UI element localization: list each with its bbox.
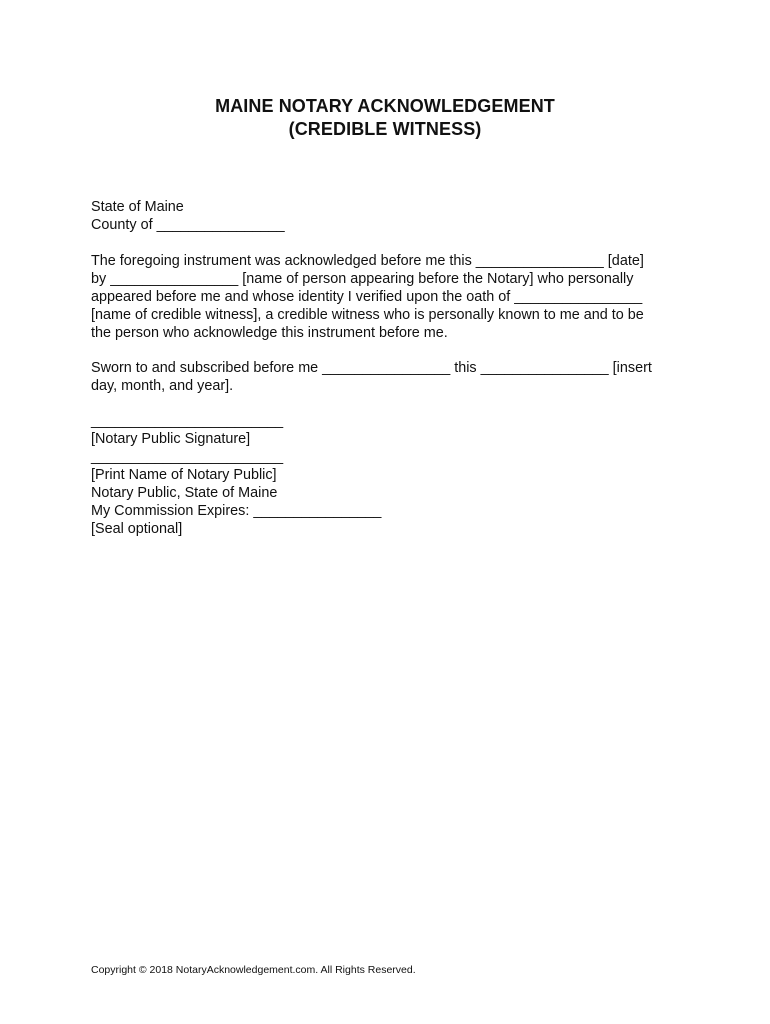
signature-label: [Notary Public Signature]	[91, 431, 251, 447]
acknowledgment-line: the person who acknowledge this instrument before me.	[91, 325, 448, 341]
notary-state: Notary Public, State of Maine	[91, 485, 278, 501]
acknowledgment-line: appeared before me and whose identity I verified upon the oath of ________________	[91, 289, 643, 305]
print-name-line: ________________________	[91, 449, 284, 465]
venue-county: County of ________________	[91, 217, 285, 233]
signature-line: ________________________	[91, 413, 284, 429]
sworn-line: day, month, and year].	[91, 378, 234, 394]
copyright-footer: Copyright © 2018 NotaryAcknowledgement.com. All Rights Reserved.	[91, 964, 416, 976]
sworn-line: Sworn to and subscribed before me ________________ this ________________ [insert	[91, 360, 652, 376]
seal-note: [Seal optional]	[91, 521, 183, 537]
acknowledgment-line: The foregoing instrument was acknowledged before me this ________________ [date]	[91, 253, 644, 269]
acknowledgment-line: [name of credible witness], a credible witness who is personally known to me and to be	[91, 307, 644, 323]
print-name-label: [Print Name of Notary Public]	[91, 467, 277, 483]
venue-state: State of Maine	[91, 199, 184, 215]
document-subtitle: (CREDIBLE WITNESS)	[288, 119, 482, 139]
acknowledgment-line: by ________________ [name of person appearing before the Notary] who personally	[91, 271, 634, 287]
commission-expires: My Commission Expires: ________________	[91, 503, 382, 519]
document-title: MAINE NOTARY ACKNOWLEDGEMENT	[215, 96, 555, 116]
